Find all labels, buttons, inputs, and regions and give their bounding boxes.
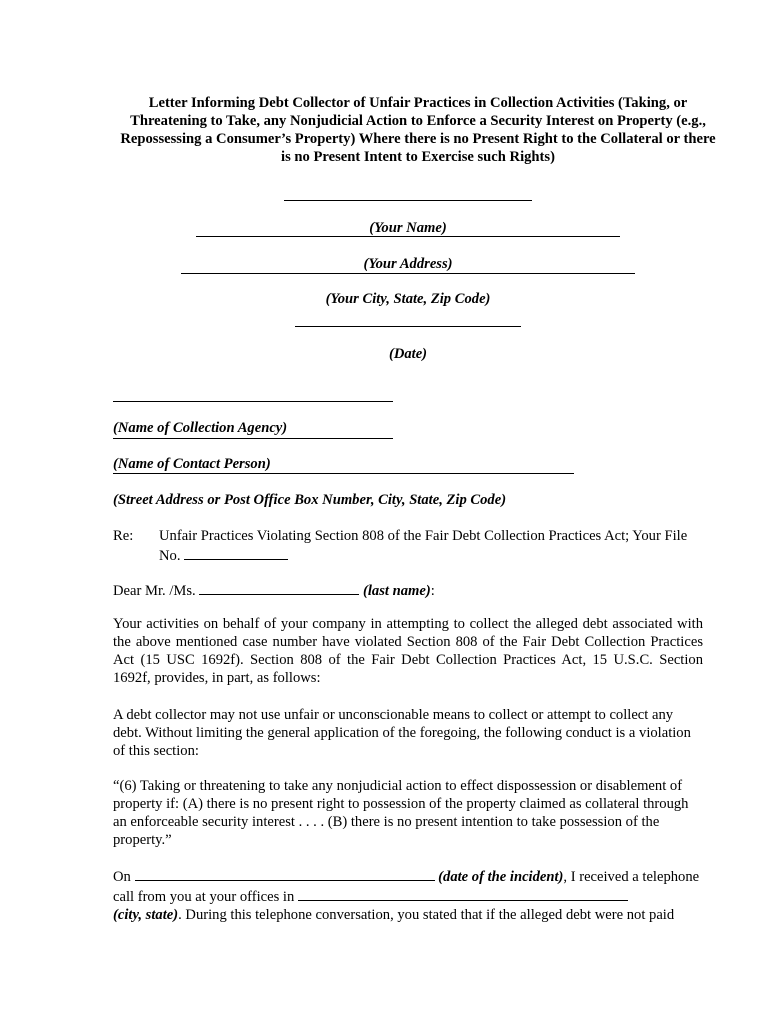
file-number-blank[interactable] — [184, 545, 288, 560]
p4-mid: , I received a telephone call from you at your offices in — [113, 869, 700, 905]
paragraph-4 — [113, 866, 703, 924]
street-address-line[interactable] — [113, 473, 574, 474]
incident-date-blank[interactable] — [135, 866, 435, 881]
salutation — [113, 580, 703, 600]
paragraph-2: A debt collector may not use unfair or unconscionable means to collect or attempt to collect any debt. Without limiting the general application of the foregoing, the following conduct is a violation of this section: — [113, 707, 691, 759]
salutation-prefix: Dear Mr. /Ms. — [113, 583, 200, 599]
re-key: Re: — [113, 528, 134, 544]
street-address-label: (Street Address or Post Office Box Number, City, State, Zip Code) — [113, 492, 507, 508]
date-line[interactable] — [295, 326, 521, 327]
p4-end: . During this telephone conversation, you stated that if the alleged debt were not paid — [178, 907, 675, 923]
city-state-label: (city, state) — [113, 907, 179, 923]
collection-agency-line[interactable] — [113, 401, 393, 402]
collection-agency-label: (Name of Collection Agency) — [113, 420, 288, 436]
document-title: Letter Informing Debt Collector of Unfair Practices in Collection Activities (Taking, or Threatening to Take, any Nonjudicial Action to Enforce a Security Interest on Property (e.g., Repossessing a Consumer’s Property) Where there is no Present Right to the Collateral or there is no Present Intent to Exercise such Rights) — [120, 95, 716, 165]
p4-on: On — [113, 869, 135, 885]
paragraph-1: Your activities on behalf of your company in attempting to collect the alleged debt associated with the above mentioned case number have violated Section 808 of the Fair Debt Collection Practices Act (15 USC 1692f). Section 808 of the Fair Debt Collection Practices Act, 15 U.S.C. Section 1692f, provides, in part, as follows: — [113, 616, 703, 686]
re-subject: Unfair Practices Violating Section 808 of the Fair Debt Collection Practices Act; Your File No. — [159, 528, 688, 564]
your-name-line[interactable] — [284, 200, 532, 201]
city-state-blank[interactable] — [298, 886, 628, 901]
your-city-label: (Your City, State, Zip Code) — [325, 291, 491, 307]
paragraph-3: “(6) Taking or threatening to take any nonjudicial action to effect dispossession or disablement of property if: (A) there is no present right to possession of the property claimed as collateral through an enforceable security interest . . . . (B) there is no present intention to take possession of the property.” — [113, 778, 689, 848]
your-city-line[interactable] — [181, 273, 635, 274]
your-name-label: (Your Name) — [369, 220, 447, 236]
your-address-line[interactable] — [196, 236, 620, 237]
date-label: (Date) — [388, 346, 428, 362]
contact-person-label: (Name of Contact Person) — [113, 456, 271, 472]
incident-date-label: (date of the incident) — [438, 869, 564, 885]
last-name-blank[interactable] — [199, 580, 359, 595]
contact-person-line[interactable] — [113, 438, 393, 439]
last-name-label: (last name) — [363, 583, 431, 599]
salutation-suffix: : — [430, 583, 435, 599]
re-text — [159, 527, 704, 565]
your-address-label: (Your Address) — [363, 256, 453, 272]
